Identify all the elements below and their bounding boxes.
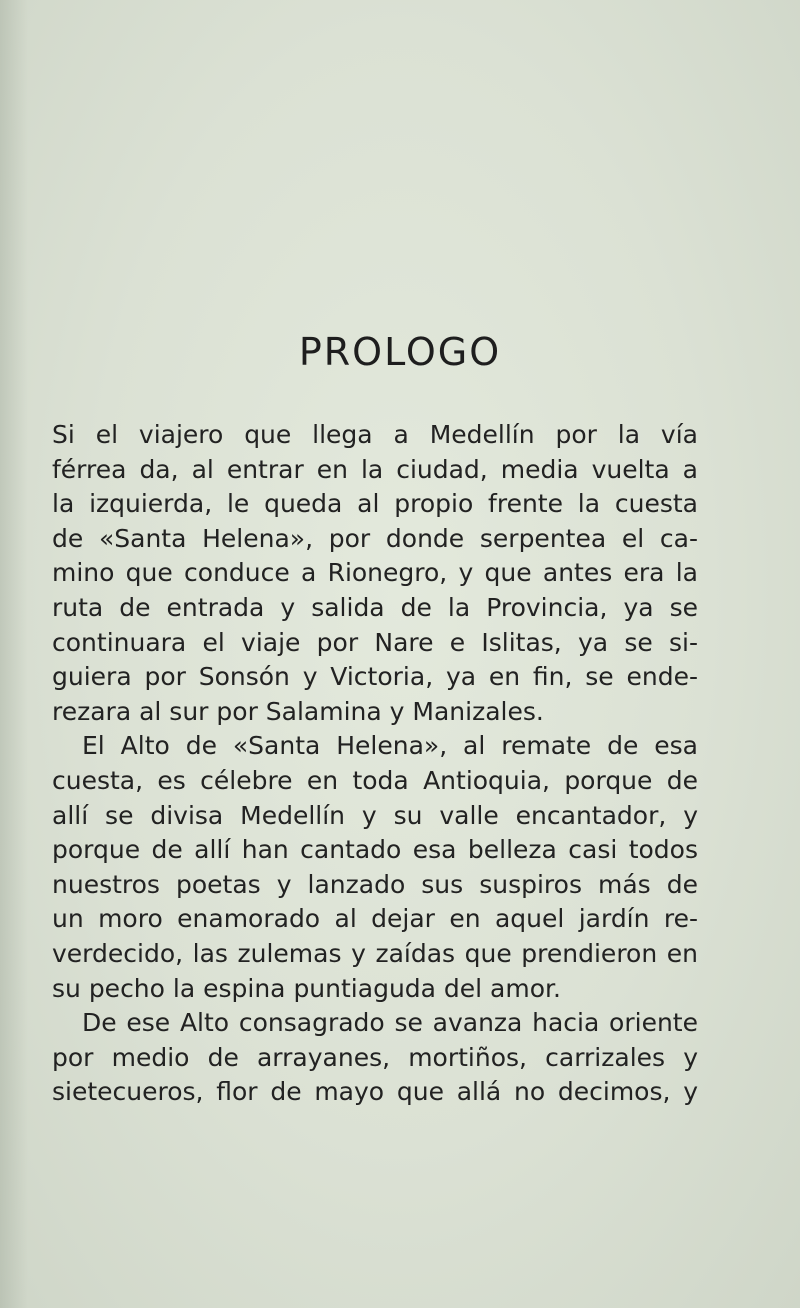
text-line: mino que conduce a Rionegro, y que antes era la	[52, 558, 698, 588]
text-line: cuesta, es célebre en toda Antioquia, porque de	[52, 765, 698, 795]
text-line: por medio de arrayanes, mortiños, carrizales y	[52, 1042, 698, 1072]
text-line: De ese Alto consagrado se avanza hacia oriente	[82, 1008, 698, 1038]
text-line: ruta de entrada y salida de la Provincia, ya se	[52, 592, 698, 622]
text-line: continuara el viaje por Nare e Islitas, ya se si-	[52, 627, 698, 657]
text-line: la izquierda, le queda al propio frente la cuesta	[52, 489, 698, 519]
text-line: férrea da, al entrar en la ciudad, media vuelta a	[52, 454, 698, 484]
text-line: guiera por Sonsón y Victoria, ya en fin, se ende-	[52, 662, 698, 692]
text-line: rezara al sur por Salamina y Manizales.	[52, 696, 544, 726]
text-line: allí se divisa Medellín y su valle encantador, y	[52, 800, 698, 830]
page-edge-shadow	[0, 0, 28, 1308]
text-line: verdecido, las zulemas y zaídas que prendieron en	[52, 938, 698, 968]
text-line: un moro enamorado al dejar en aquel jardín re-	[52, 904, 698, 934]
text-line: Si el viajero que llega a Medellín por la vía	[52, 420, 698, 449]
text-line: de «Santa Helena», por donde serpentea el ca-	[52, 523, 698, 553]
body-text	[52, 418, 698, 1110]
text-line: porque de allí han cantado esa belleza casi todos	[52, 835, 698, 865]
text-line: su pecho la espina puntiaguda del amor.	[52, 973, 561, 1003]
page-title: PROLOGO	[298, 330, 502, 374]
text-line: El Alto de «Santa Helena», al remate de esa	[82, 731, 698, 761]
text-line: sietecueros, flor de mayo que allá no decimos, y	[52, 1077, 698, 1107]
text-line: nuestros poetas y lanzado sus suspiros más de	[52, 869, 698, 899]
